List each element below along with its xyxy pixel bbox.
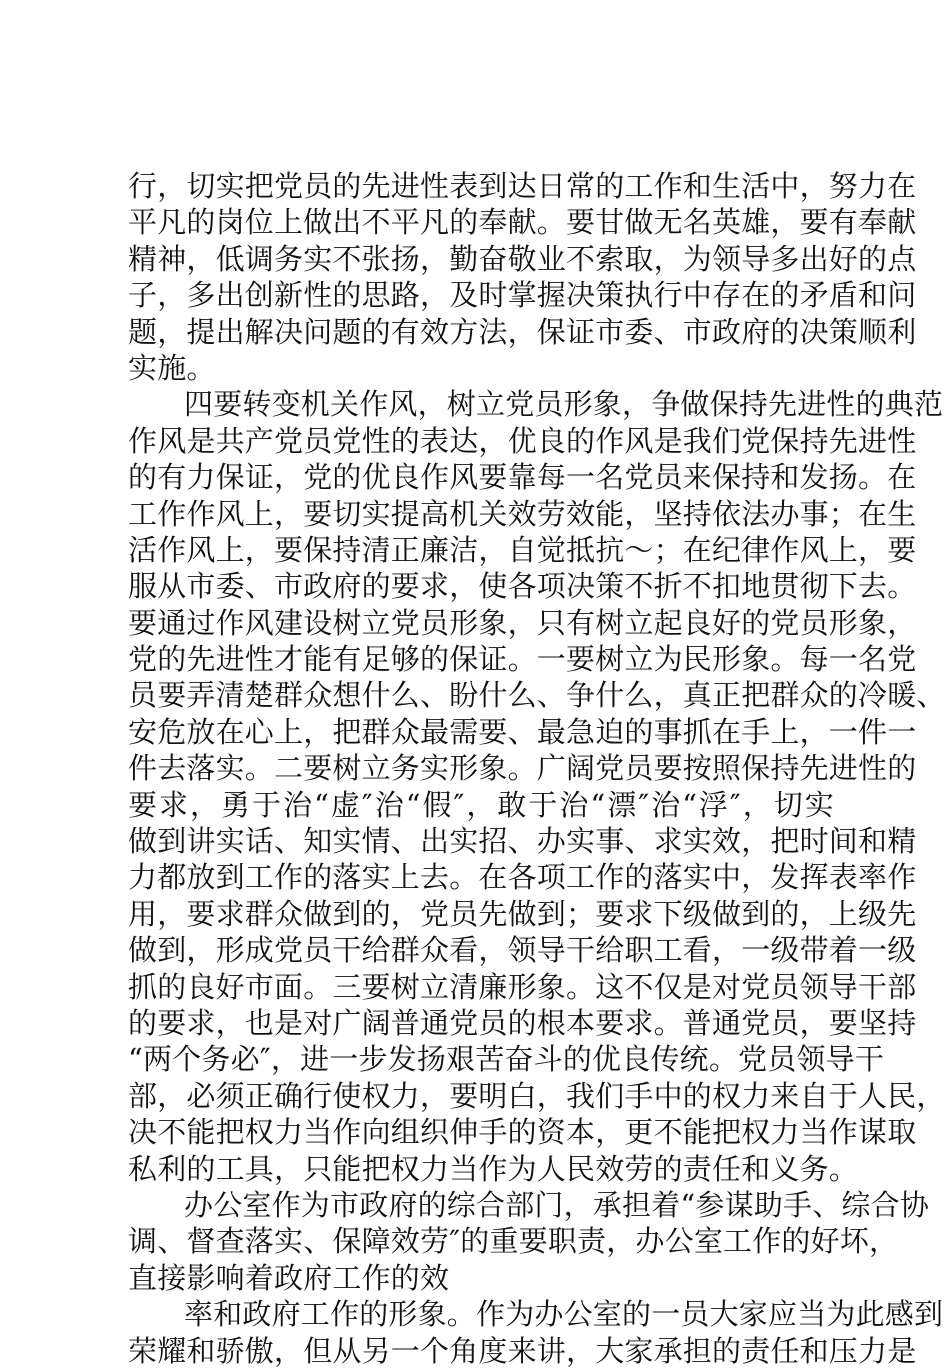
text-line: 用，要求群众做到的，党员先做到；要求下级做到的，上级先: [128, 896, 917, 931]
text-line: 直接影响着政府工作的效: [128, 1260, 450, 1295]
text-line: 做到讲实话、知实情、出实招、办实事、求实效，把时间和精: [128, 824, 917, 859]
text-line: 抓的良好市面。三要树立清廉形象。这不仅是对党员领导干部: [128, 969, 917, 1004]
text-line: 部，必须正确行使权力，要明白，我们手中的权力来自于人民，: [128, 1078, 946, 1113]
text-line: 决不能把权力当作向组织伸手的资本，更不能把权力当作谋取: [128, 1115, 917, 1150]
text-line: 调、督查落实、保障效劳″的重要职责，办公室工作的好坏，: [128, 1224, 899, 1259]
text-line: 的要求，也是对广阔普通党员的根本要求。普通党员，要坚持: [128, 1005, 917, 1040]
text-line: 的有力保证，党的优良作风要靠每一名党员来保持和发扬。在: [128, 460, 917, 495]
text-line: 四要转变机关作风，树立党员形象，争做保持先进性的典范: [184, 387, 944, 422]
text-line: 行，切实把党员的先进性表到达日常的工作和生活中，努力在: [128, 169, 917, 203]
text-line: 私利的工具，只能把权力当作为人民效劳的责任和义务。: [128, 1151, 859, 1186]
text-line: 率和政府工作的形象。作为办公室的一员大家应当为此感到: [184, 1297, 944, 1332]
text-line: 要求，勇于治“虚″治“假″，敢于治“漂″治“浮″，切实: [128, 787, 834, 822]
text-line: “两个务必″，进一步发扬艰苦奋斗的优良传统。党员领导干: [128, 1042, 885, 1077]
text-line: 精神，低调务实不张扬，勤奋敬业不索取，为领导多出好的点: [128, 241, 917, 276]
text-line: 工作作风上，要切实提高机关效劳效能，坚持依法办事；在生: [128, 496, 917, 531]
text-line: 办公室作为市政府的综合部门，承担着“参谋助手、综合协: [184, 1187, 930, 1222]
text-line: 要通过作风建设树立党员形象，只有树立起良好的党员形象，: [128, 605, 917, 640]
text-line: 力都放到工作的落实上去。在各项工作的落实中，发挥表率作: [128, 860, 917, 895]
text-line: 子，多出创新性的思路，及时掌握决策执行中存在的矛盾和问: [128, 278, 917, 313]
text-line: 题，提出解决问题的有效方法，保证市委、市政府的决策顺利: [128, 314, 917, 349]
document-body-text: [128, 168, 946, 1369]
text-line: 安危放在心上，把群众最需要、最急迫的事抓在手上，一件一: [128, 714, 917, 749]
text-line: 做到，形成党员干给群众看，领导干给职工看，一级带着一级: [128, 933, 917, 968]
text-line: 服从市委、市政府的要求，使各项决策不折不扣地贯彻下去。: [128, 569, 917, 604]
text-line: 员要弄清楚群众想什么、盼什么、争什么，真正把群众的冷暖、: [128, 678, 946, 713]
text-line: 荣耀和骄傲，但从另一个角度来讲，大家承担的责任和压力是: [128, 1333, 917, 1368]
text-line: 实施。: [128, 350, 216, 385]
text-line: 作风是共产党员党性的表达，优良的作风是我们党保持先进性: [128, 423, 917, 458]
text-line: 件去落实。二要树立务实形象。广阔党员要按照保持先进性的: [128, 751, 917, 786]
text-line: 活作风上，要保持清正廉洁，自觉抵抗～；在纪律作风上，要: [128, 532, 917, 567]
text-line: 平凡的岗位上做出不平凡的奉献。要甘做无名英雄，要有奉献: [128, 205, 917, 240]
text-line: 党的先进性才能有足够的保证。一要树立为民形象。每一名党: [128, 642, 917, 677]
